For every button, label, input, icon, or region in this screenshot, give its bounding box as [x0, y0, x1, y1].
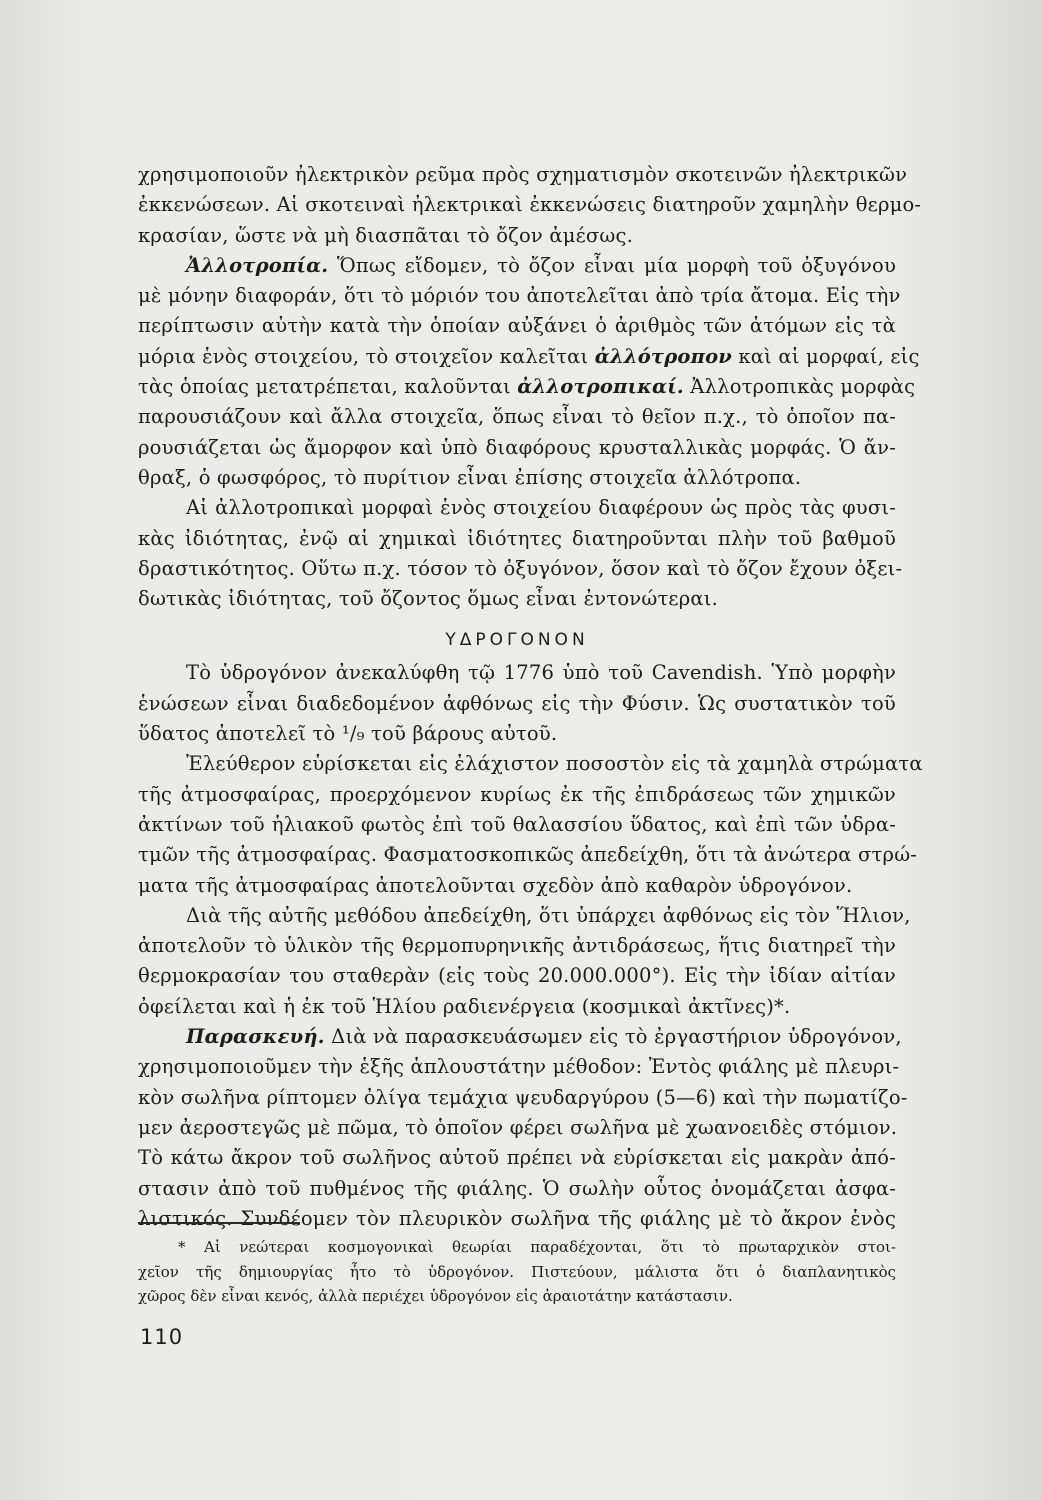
allotropy-first-line: [138, 251, 896, 281]
text-line: ὀφείλεται καὶ ἡ ἐκ τοῦ Ἡλίου ραδιενέργεια (κοσμικαὶ ἀκτῖνες)*.: [138, 994, 791, 1018]
text-span: καὶ αἱ μορφαί, εἰς: [738, 344, 920, 368]
main-text: [138, 160, 923, 1234]
footnote-line: χῶρος δὲν εἶναι κενός, ἀλλὰ περιέχει ὑδρογόνον εἰς ἀραιοτάτην κατάστασιν.: [138, 1287, 733, 1305]
text-line: περίπτωσιν αὐτὴν κατὰ τὴν ὁποίαν αὐξάνει ὁ ἀριθμὸς τῶν ἀτόμων εἰς τὰ: [138, 314, 896, 338]
text-line: τμῶν τῆς ἀτμοσφαίρας. Φασματοσκοπικῶς ἀπεδείχθη, ὅτι τὰ ἀνώτερα στρώ-: [138, 843, 918, 867]
text-span: Ἀλλοτροπικὰς μορφὰς: [690, 375, 916, 399]
text-line: ματα τῆς ἀτμοσφαίρας ἀποτελοῦνται σχεδὸν ἀπὸ καθαρὸν ὑδρογόνον.: [138, 873, 853, 897]
text-line: ὕδατος ἀποτελεῖ τὸ ¹/₉ τοῦ βάρους αὐτοῦ.: [138, 722, 558, 746]
allotropy-heading: Ἀλλοτροπία.: [186, 253, 329, 277]
text-line: ἐκκενώσεων. Αἱ σκοτειναὶ ἠλεκτρικαὶ ἐκκενώσεις διατηροῦν χαμηλὴν θερμο-: [138, 193, 922, 217]
text-line: Αἱ ἀλλοτροπικαὶ μορφαὶ ἑνὸς στοιχείου διαφέρουν ὡς πρὸς τὰς φυσι-: [186, 496, 896, 520]
text-line: Διὰ τῆς αὐτῆς μεθόδου ἀπεδείχθη, ὅτι ὑπάρχει ἀφθόνως εἰς τὸν Ἥλιον,: [186, 903, 911, 927]
text-line: ρουσιάζεται ὡς ἄμορφον καὶ ὑπὸ διαφόρους κρυσταλλικὰς μορφάς. Ὁ ἄν-: [138, 435, 896, 459]
text-line: Τὸ κάτω ἄκρον τοῦ σωλῆνος αὐτοῦ πρέπει νὰ εὑρίσκεται εἰς μακρὰν ἀπό-: [138, 1146, 896, 1170]
preparation-heading: Παρασκευή.: [186, 1025, 325, 1049]
text-line: θερμοκρασίαν του σταθερὰν (εἰς τοὺς 20.000.000°). Εἰς τὴν ἰδίαν αἰτίαν: [138, 964, 896, 988]
footnote-line: χεῖον τῆς δημιουργίας ἦτο τὸ ὑδρογόνον. Πιστεύουν, μάλιστα ὅτι ὁ διαπλανητικὸς: [138, 1262, 896, 1281]
term-allotropikai: ἀλλοτροπικαί.: [517, 375, 684, 399]
text-line: [138, 372, 916, 402]
text-line: χρησιμοποιοῦμεν τὴν ἑξῆς ἁπλουστάτην μέθοδον: Ἐντὸς φιάλης μὲ πλευρι-: [138, 1055, 900, 1079]
text-line: δωτικὰς ἰδιότητας, τοῦ ὄζοντος ὅμως εἶναι ἐντονώτεραι.: [138, 587, 719, 611]
text-line: ἀκτίνων τοῦ ἡλιακοῦ φωτὸς ἐπὶ τοῦ θαλασσίου ὕδατος, καὶ ἐπὶ τῶν ὑδρα-: [138, 812, 896, 836]
text-span: Διὰ νὰ παρασκευάσωμεν εἰς τὸ ἐργαστήριον ὑδρογόνον,: [331, 1025, 902, 1049]
text-line: κὰς ἰδιότητας, ἐνῷ αἱ χημικαὶ ἰδιότητες διατηροῦνται πλὴν τοῦ βαθμοῦ: [138, 526, 896, 550]
preparation-first-line: [138, 1022, 902, 1052]
page-number: 110: [140, 1325, 184, 1349]
text-line: χρησιμοποιοῦν ἠλεκτρικὸν ρεῦμα πρὸς σχηματισμὸν σκοτεινῶν ἠλεκτρικῶν: [138, 163, 908, 186]
footnote-line: * Αἱ νεώτεραι κοσμογονικαὶ θεωρίαι παραδέχονται, ὅτι τὸ πρωταρχικὸν στοι-: [178, 1238, 896, 1256]
text-line: δραστικότητος. Οὕτω π.χ. τόσον τὸ ὀξυγόνον, ὅσον καὶ τὸ ὄζον ἔχουν ὀξει-: [138, 556, 903, 580]
text-line: [138, 342, 920, 372]
footnote: [138, 1235, 896, 1309]
text-line: τῆς ἀτμοσφαίρας, προερχόμενον κυρίως ἐκ τῆς ἐπιδράσεως τῶν χημικῶν: [138, 782, 896, 806]
text-line: στασιν ἀπὸ τοῦ πυθμένος τῆς φιάλης. Ὁ σωλὴν οὗτος ὀνομάζεται ἀσφα-: [138, 1176, 896, 1200]
text-span: τὰς ὁποίας μετατρέπεται, καλοῦνται: [138, 375, 511, 399]
text-line: λιστικός. Συνδέομεν τὸν πλευρικὸν σωλῆνα τῆς φιάλης μὲ τὸ ἄκρον ἑνὸς: [138, 1206, 896, 1230]
text-line: ἀποτελοῦν τὸ ὑλικὸν τῆς θερμοπυρηνικῆς ἀντιδράσεως, ἥτις διατηρεῖ τὴν: [138, 934, 896, 958]
text-span: Ὅπως εἴδομεν, τὸ ὄζον εἶναι μία μορφὴ τοῦ ὀξυγόνου: [336, 253, 896, 277]
footnote-rule: [138, 1222, 300, 1224]
text-line: Ἐλεύθερον εὑρίσκεται εἰς ἐλάχιστον ποσοστὸν εἰς τὰ χαμηλὰ στρώματα: [186, 752, 923, 776]
text-span: μόρια ἑνὸς στοιχείου, τὸ στοιχεῖον καλεῖται: [138, 344, 589, 368]
term-allotropon: ἀλλότροπον: [594, 344, 733, 368]
text-line: θραξ, ὁ φωσφόρος, τὸ πυρίτιον εἶναι ἐπίσης στοιχεῖα ἀλλότροπα.: [138, 465, 802, 489]
text-line: κρασίαν, ὥστε νὰ μὴ διασπᾶται τὸ ὄζον ἀμέσως.: [138, 223, 634, 247]
text-line: Τὸ ὑδρογόνον ἀνεκαλύφθη τῷ 1776 ὑπὸ τοῦ Cavendish. Ὑπὸ μορφὴν: [186, 661, 896, 685]
text-line: μὲ μόνην διαφοράν, ὅτι τὸ μόριόν του ἀποτελεῖται ἀπὸ τρία ἄτομα. Εἰς τὴν: [138, 284, 901, 308]
text-line: παρουσιάζουν καὶ ἄλλα στοιχεῖα, ὅπως εἶναι τὸ θεῖον π.χ., τὸ ὁποῖον πα-: [138, 405, 896, 429]
section-heading: ΥΔΡΟΓΟΝΟΝ: [445, 630, 589, 651]
text-line: κὸν σωλῆνα ρίπτομεν ὀλίγα τεμάχια ψευδαργύρου (5—6) καὶ τὴν πωματίζο-: [138, 1085, 908, 1109]
text-line: μεν ἀεροστεγῶς μὲ πῶμα, τὸ ὁποῖον φέρει σωλῆνα μὲ χωανοειδὲς στόμιον.: [138, 1115, 898, 1139]
text-line: ἑνώσεων εἶναι διαδεδομένον ἀφθόνως εἰς τὴν Φύσιν. Ὡς συστατικὸν τοῦ: [138, 691, 896, 715]
